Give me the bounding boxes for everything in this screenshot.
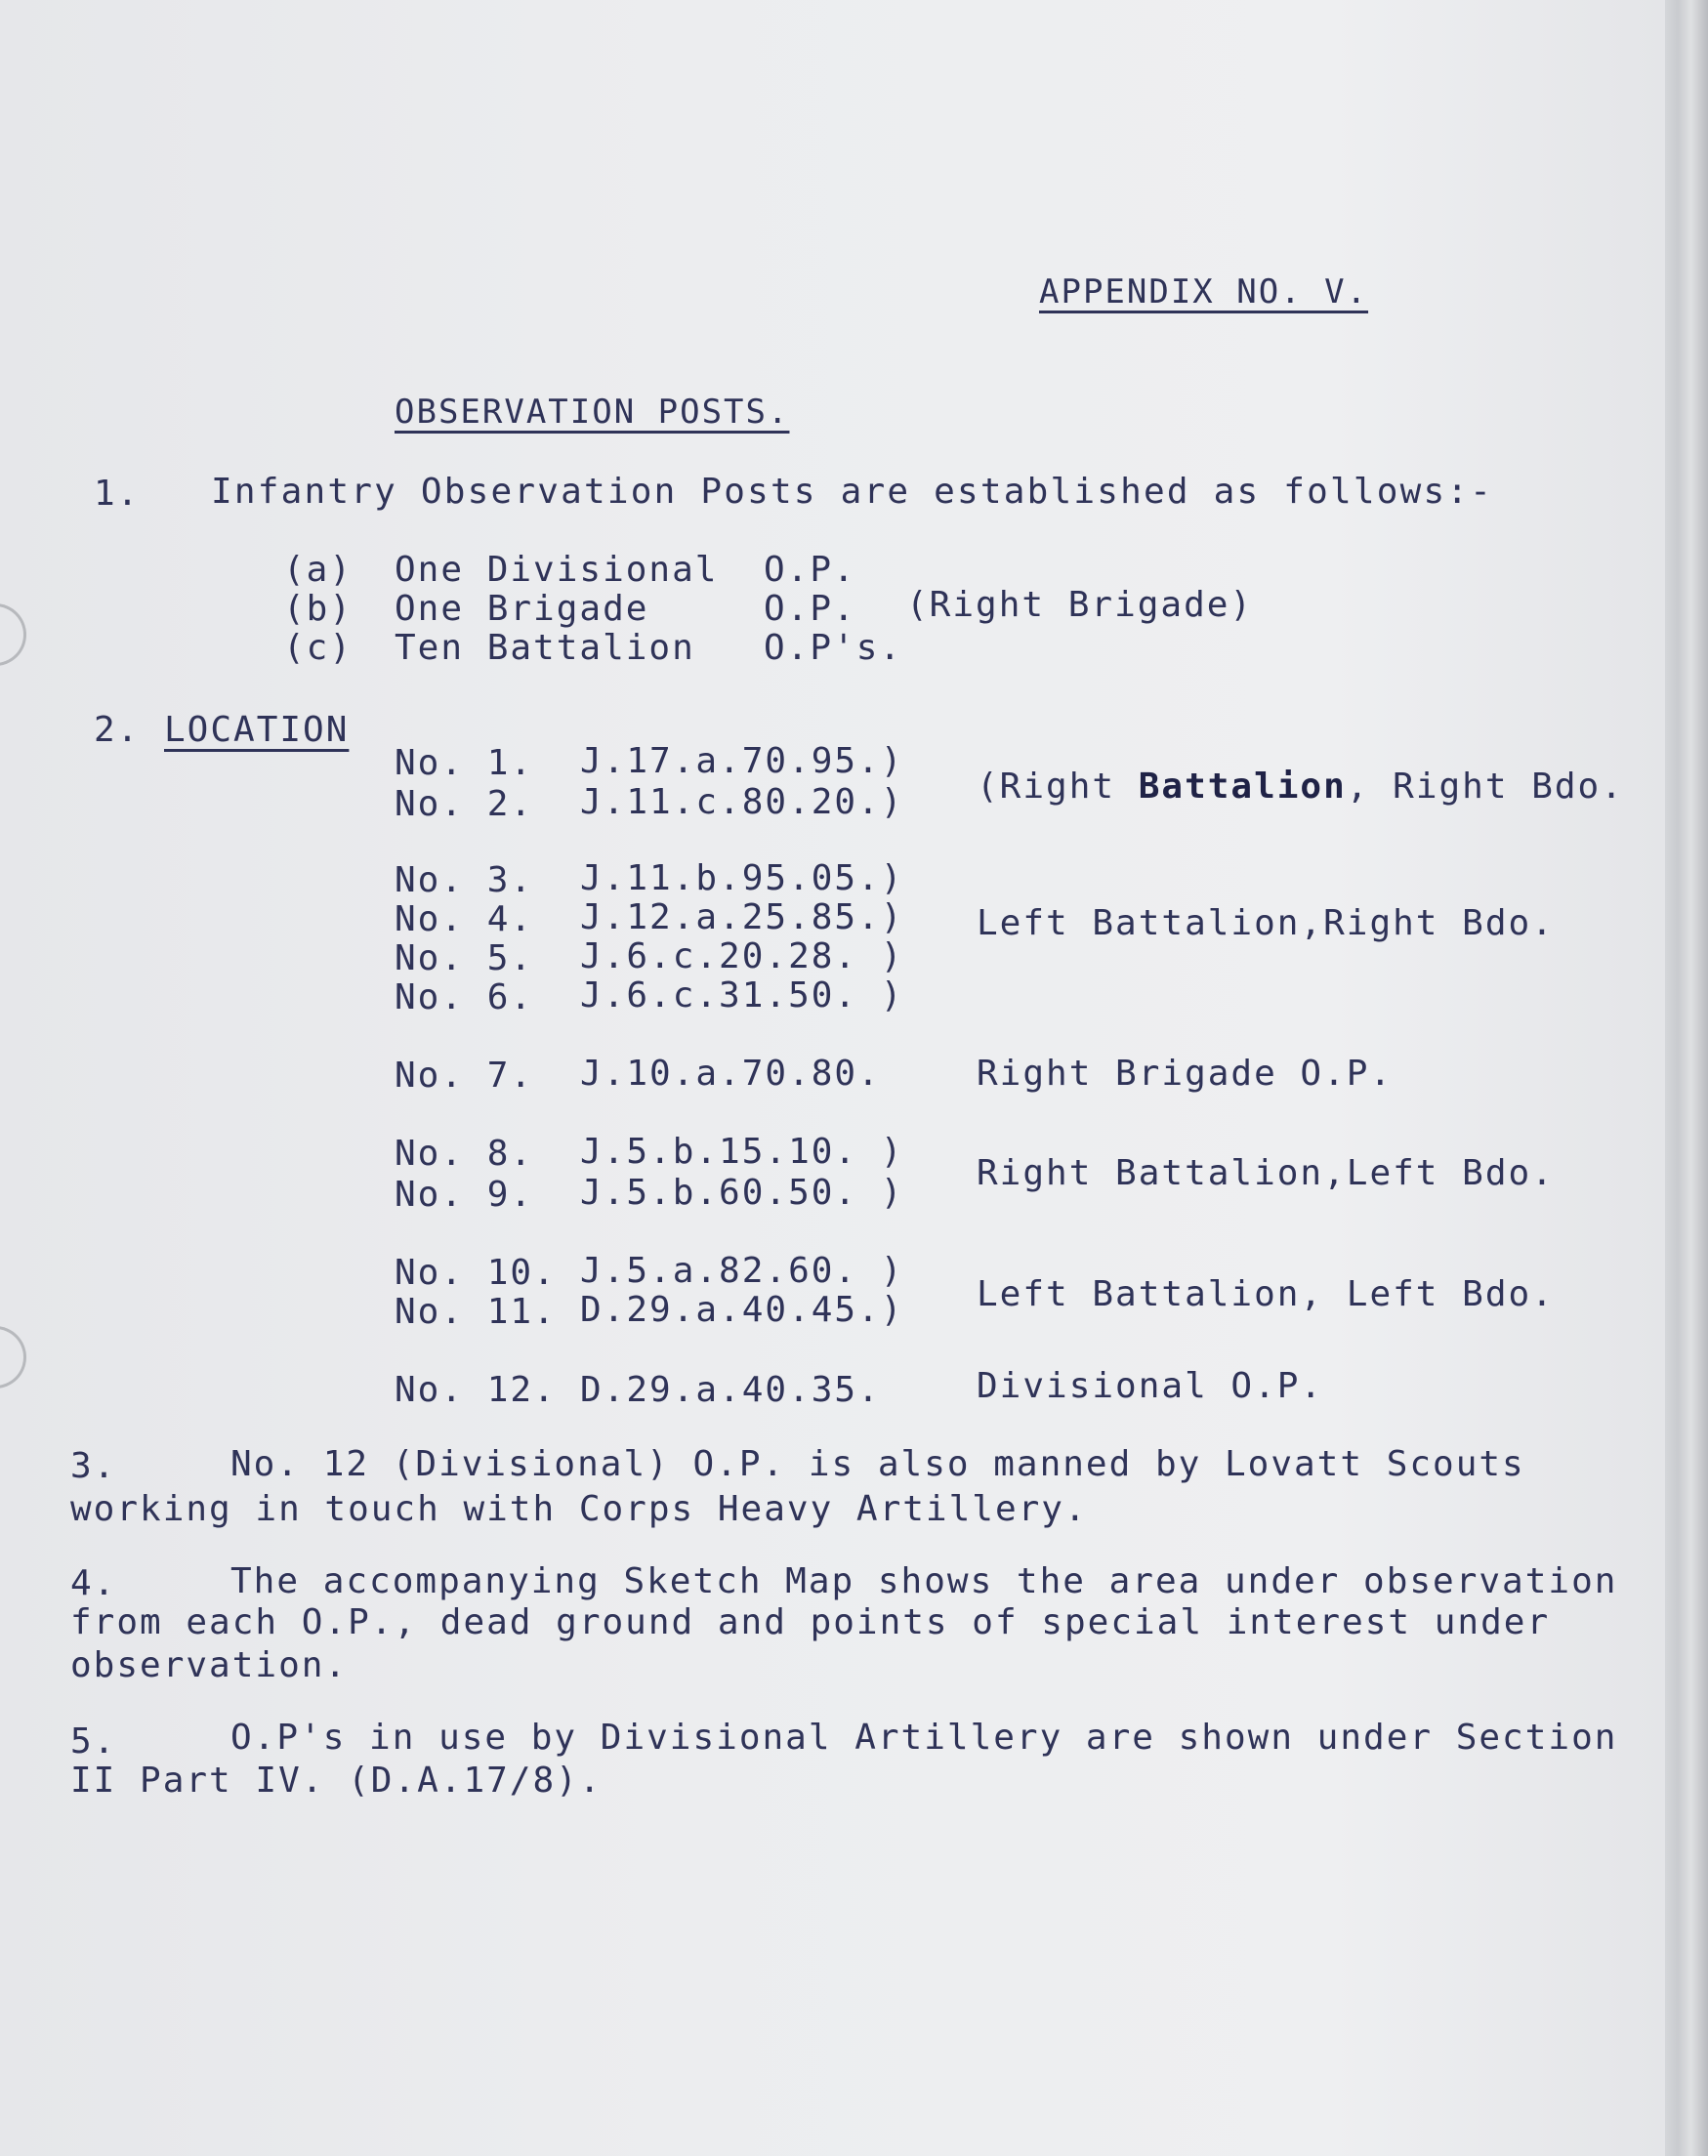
location-no: No. 11. xyxy=(395,1292,557,1332)
location-no: No. 5. xyxy=(395,938,534,978)
location-ref: J.10.a.70.80. xyxy=(580,1054,881,1094)
group-text: (Right xyxy=(977,767,1139,807)
section2-heading: LOCATION xyxy=(164,710,350,750)
location-ref: J.5.b.15.10. ) xyxy=(580,1132,904,1172)
item-desc: Ten Battalion xyxy=(395,628,695,668)
location-ref: J.6.c.20.28. ) xyxy=(580,936,904,976)
section4-line3: observation. xyxy=(70,1645,349,1685)
location-group: Right Brigade O.P. xyxy=(977,1054,1394,1094)
item-label: (b) xyxy=(283,589,354,629)
punch-hole xyxy=(0,603,26,666)
section4-line1: The accompanying Sketch Map shows the area under observation xyxy=(230,1561,1618,1601)
section3-line1: No. 12 (Divisional) O.P. is also manned by Lovatt Scouts xyxy=(230,1444,1525,1484)
section4-line2: from each O.P., dead ground and points of special interest under xyxy=(70,1602,1551,1642)
location-no: No. 9. xyxy=(395,1175,534,1215)
section3-line2: working in touch with Corps Heavy Artillery. xyxy=(70,1489,1088,1529)
item-op: O.P. xyxy=(764,550,856,590)
location-ref: J.6.c.31.50. ) xyxy=(580,975,904,1016)
location-no: No. 7. xyxy=(395,1056,534,1096)
item-label: (a) xyxy=(283,550,354,590)
location-ref: J.12.a.25.85.) xyxy=(580,897,904,937)
location-ref: J.11.c.80.20.) xyxy=(580,782,904,822)
location-no: No. 8. xyxy=(395,1134,534,1174)
location-no: No. 3. xyxy=(395,860,534,900)
section5-line1: O.P's in use by Divisional Artillery are shown under Section xyxy=(230,1718,1618,1758)
section1-text: Infantry Observation Posts are established as follows:- xyxy=(211,472,1494,512)
section5-line2: II Part IV. (D.A.17/8). xyxy=(70,1761,603,1801)
location-no: No. 10. xyxy=(395,1253,557,1293)
location-ref: J.5.b.60.50. ) xyxy=(580,1173,904,1213)
section4-number: 4. xyxy=(70,1563,117,1603)
punch-hole xyxy=(0,1326,26,1389)
location-group: Right Battalion,Left Bdo. xyxy=(977,1153,1555,1193)
section1-number: 1. xyxy=(94,474,141,514)
item-desc: One Brigade xyxy=(395,589,649,629)
item-op: O.P's. xyxy=(764,628,903,668)
location-no: No. 12. xyxy=(395,1370,557,1410)
location-no: No. 4. xyxy=(395,899,534,939)
location-ref: J.5.a.82.60. ) xyxy=(580,1251,904,1291)
section2-number: 2. xyxy=(94,710,141,750)
location-ref: D.29.a.40.35. xyxy=(580,1370,881,1410)
location-no: No. 1. xyxy=(395,743,534,783)
heading: OBSERVATION POSTS. xyxy=(395,393,790,432)
location-ref: J.11.b.95.05.) xyxy=(580,858,904,898)
item-desc: One Divisional xyxy=(395,550,719,590)
location-group: Left Battalion,Right Bdo. xyxy=(977,903,1555,943)
page-edge xyxy=(1665,0,1708,2156)
group-text-bold: Battalion xyxy=(1138,767,1347,807)
appendix-title: APPENDIX NO. V. xyxy=(1039,272,1369,311)
group-text: , Right Bdo. xyxy=(1346,767,1624,807)
location-no: No. 6. xyxy=(395,977,534,1017)
location-group xyxy=(977,769,1624,805)
location-ref: J.17.a.70.95.) xyxy=(580,741,904,781)
item-note: (Right Brigade) xyxy=(906,585,1254,625)
location-group: Left Battalion, Left Bdo. xyxy=(977,1274,1555,1314)
location-ref: D.29.a.40.45.) xyxy=(580,1290,904,1330)
location-no: No. 2. xyxy=(395,784,534,824)
section3-number: 3. xyxy=(70,1446,117,1486)
section5-number: 5. xyxy=(70,1721,117,1762)
item-label: (c) xyxy=(283,628,354,668)
item-op: O.P. xyxy=(764,589,856,629)
location-group: Divisional O.P. xyxy=(977,1366,1324,1406)
